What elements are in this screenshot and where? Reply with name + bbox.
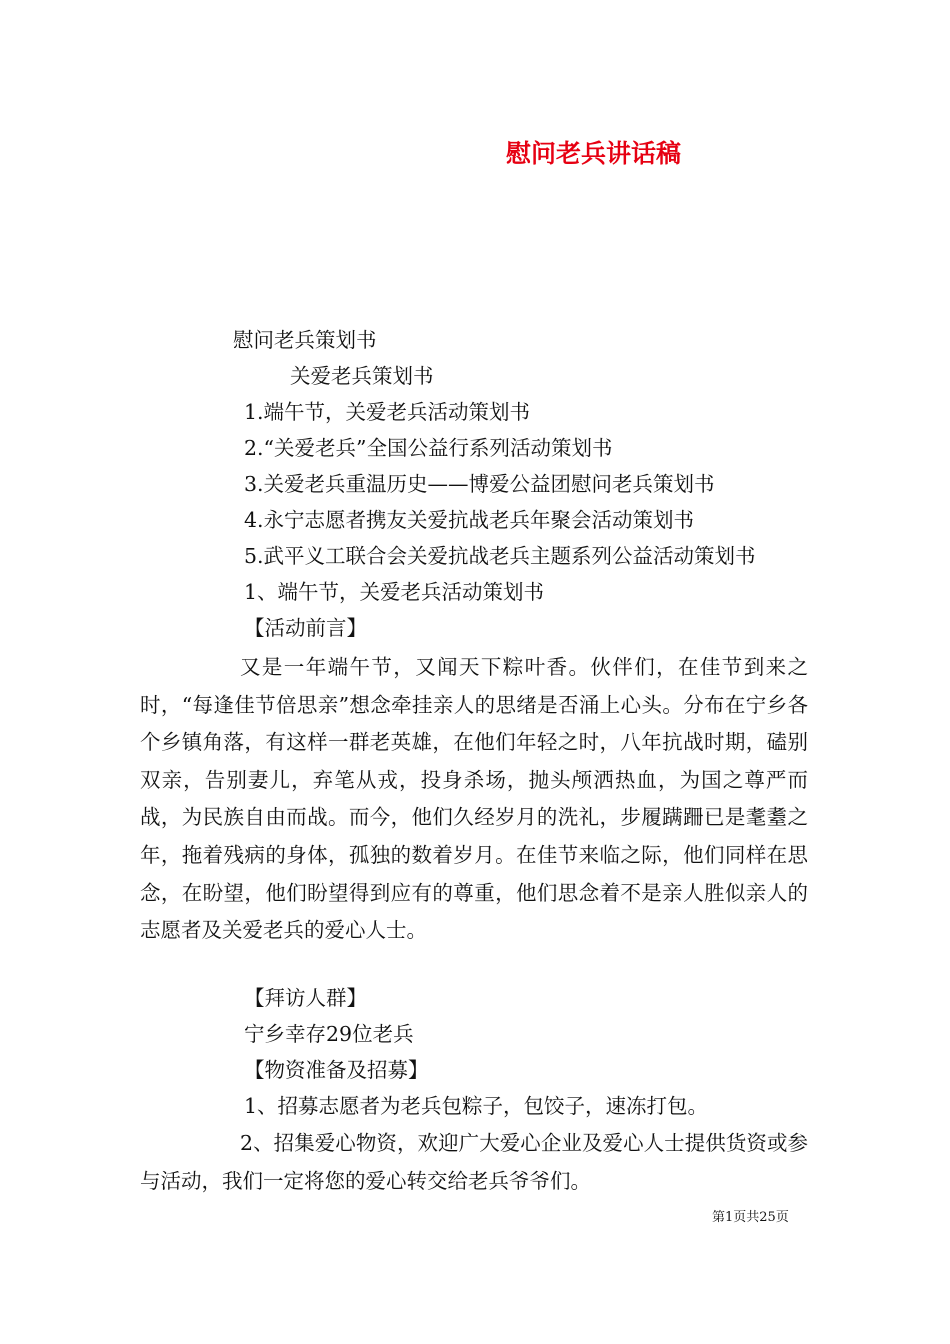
body-line: 宁乡幸存29位老兵 [244,1022,414,1046]
heading-line: 关爱老兵策划书 [290,364,434,388]
document-title: 慰问老兵讲话稿 [506,139,682,168]
toc-item: 4.永宁志愿者携友关爱抗战老兵年聚会活动策划书 [244,508,695,532]
section-label: 【活动前言】 [244,616,367,640]
section-label: 【物资准备及招募】 [244,1058,429,1082]
toc-item: 1.端午节，关爱老兵活动策划书 [244,400,531,424]
toc-item: 2.“关爱老兵”全国公益行系列活动策划书 [244,436,613,460]
page-footer: 第1页共25页 [712,1210,789,1225]
recruit-paragraph: 2、招集爱心物资，欢迎广大爱心企业及爱心人士提供货资或参与活动，我们一定将您的爱心转交给老兵爷爷们。 [140,1131,808,1193]
toc-item: 5.武平义工联合会关爱抗战老兵主题系列公益活动策划书 [244,544,756,568]
section-label: 【拜访人群】 [244,986,367,1010]
body-line: 1、招募志愿者为老兵包粽子，包饺子，速冻打包。 [244,1094,709,1118]
preface-paragraph: 又是一年端午节，又闻天下粽叶香。伙伴们，在佳节到来之时，“每逢佳节倍思亲”想念牵挂亲人的思绪是否涌上心头。分布在宁乡各个乡镇角落，有这样一群老英雄，在他们年轻之时，八年抗战时期，磕别双亲，告别妻儿，弃笔从戎，投身杀场，抛头颅洒热血，为国之尊严而战，为民族自由而战。而今，他们久经岁月的洗礼，步履蹒跚已是耄耋之年，拖着残病的身体，孤独的数着岁月。在佳节来临之际，他们同样在思念，在盼望，他们盼望得到应有的尊重，他们思念着不是亲人胜似亲人的志愿者及关爱老兵的爱心人士。 [140,655,808,943]
heading-line: 慰问老兵策划书 [233,328,377,352]
section-heading: 1、端午节，关爱老兵活动策划书 [244,580,545,604]
toc-item: 3.关爱老兵重温历史——博爱公益团慰问老兵策划书 [244,472,715,496]
